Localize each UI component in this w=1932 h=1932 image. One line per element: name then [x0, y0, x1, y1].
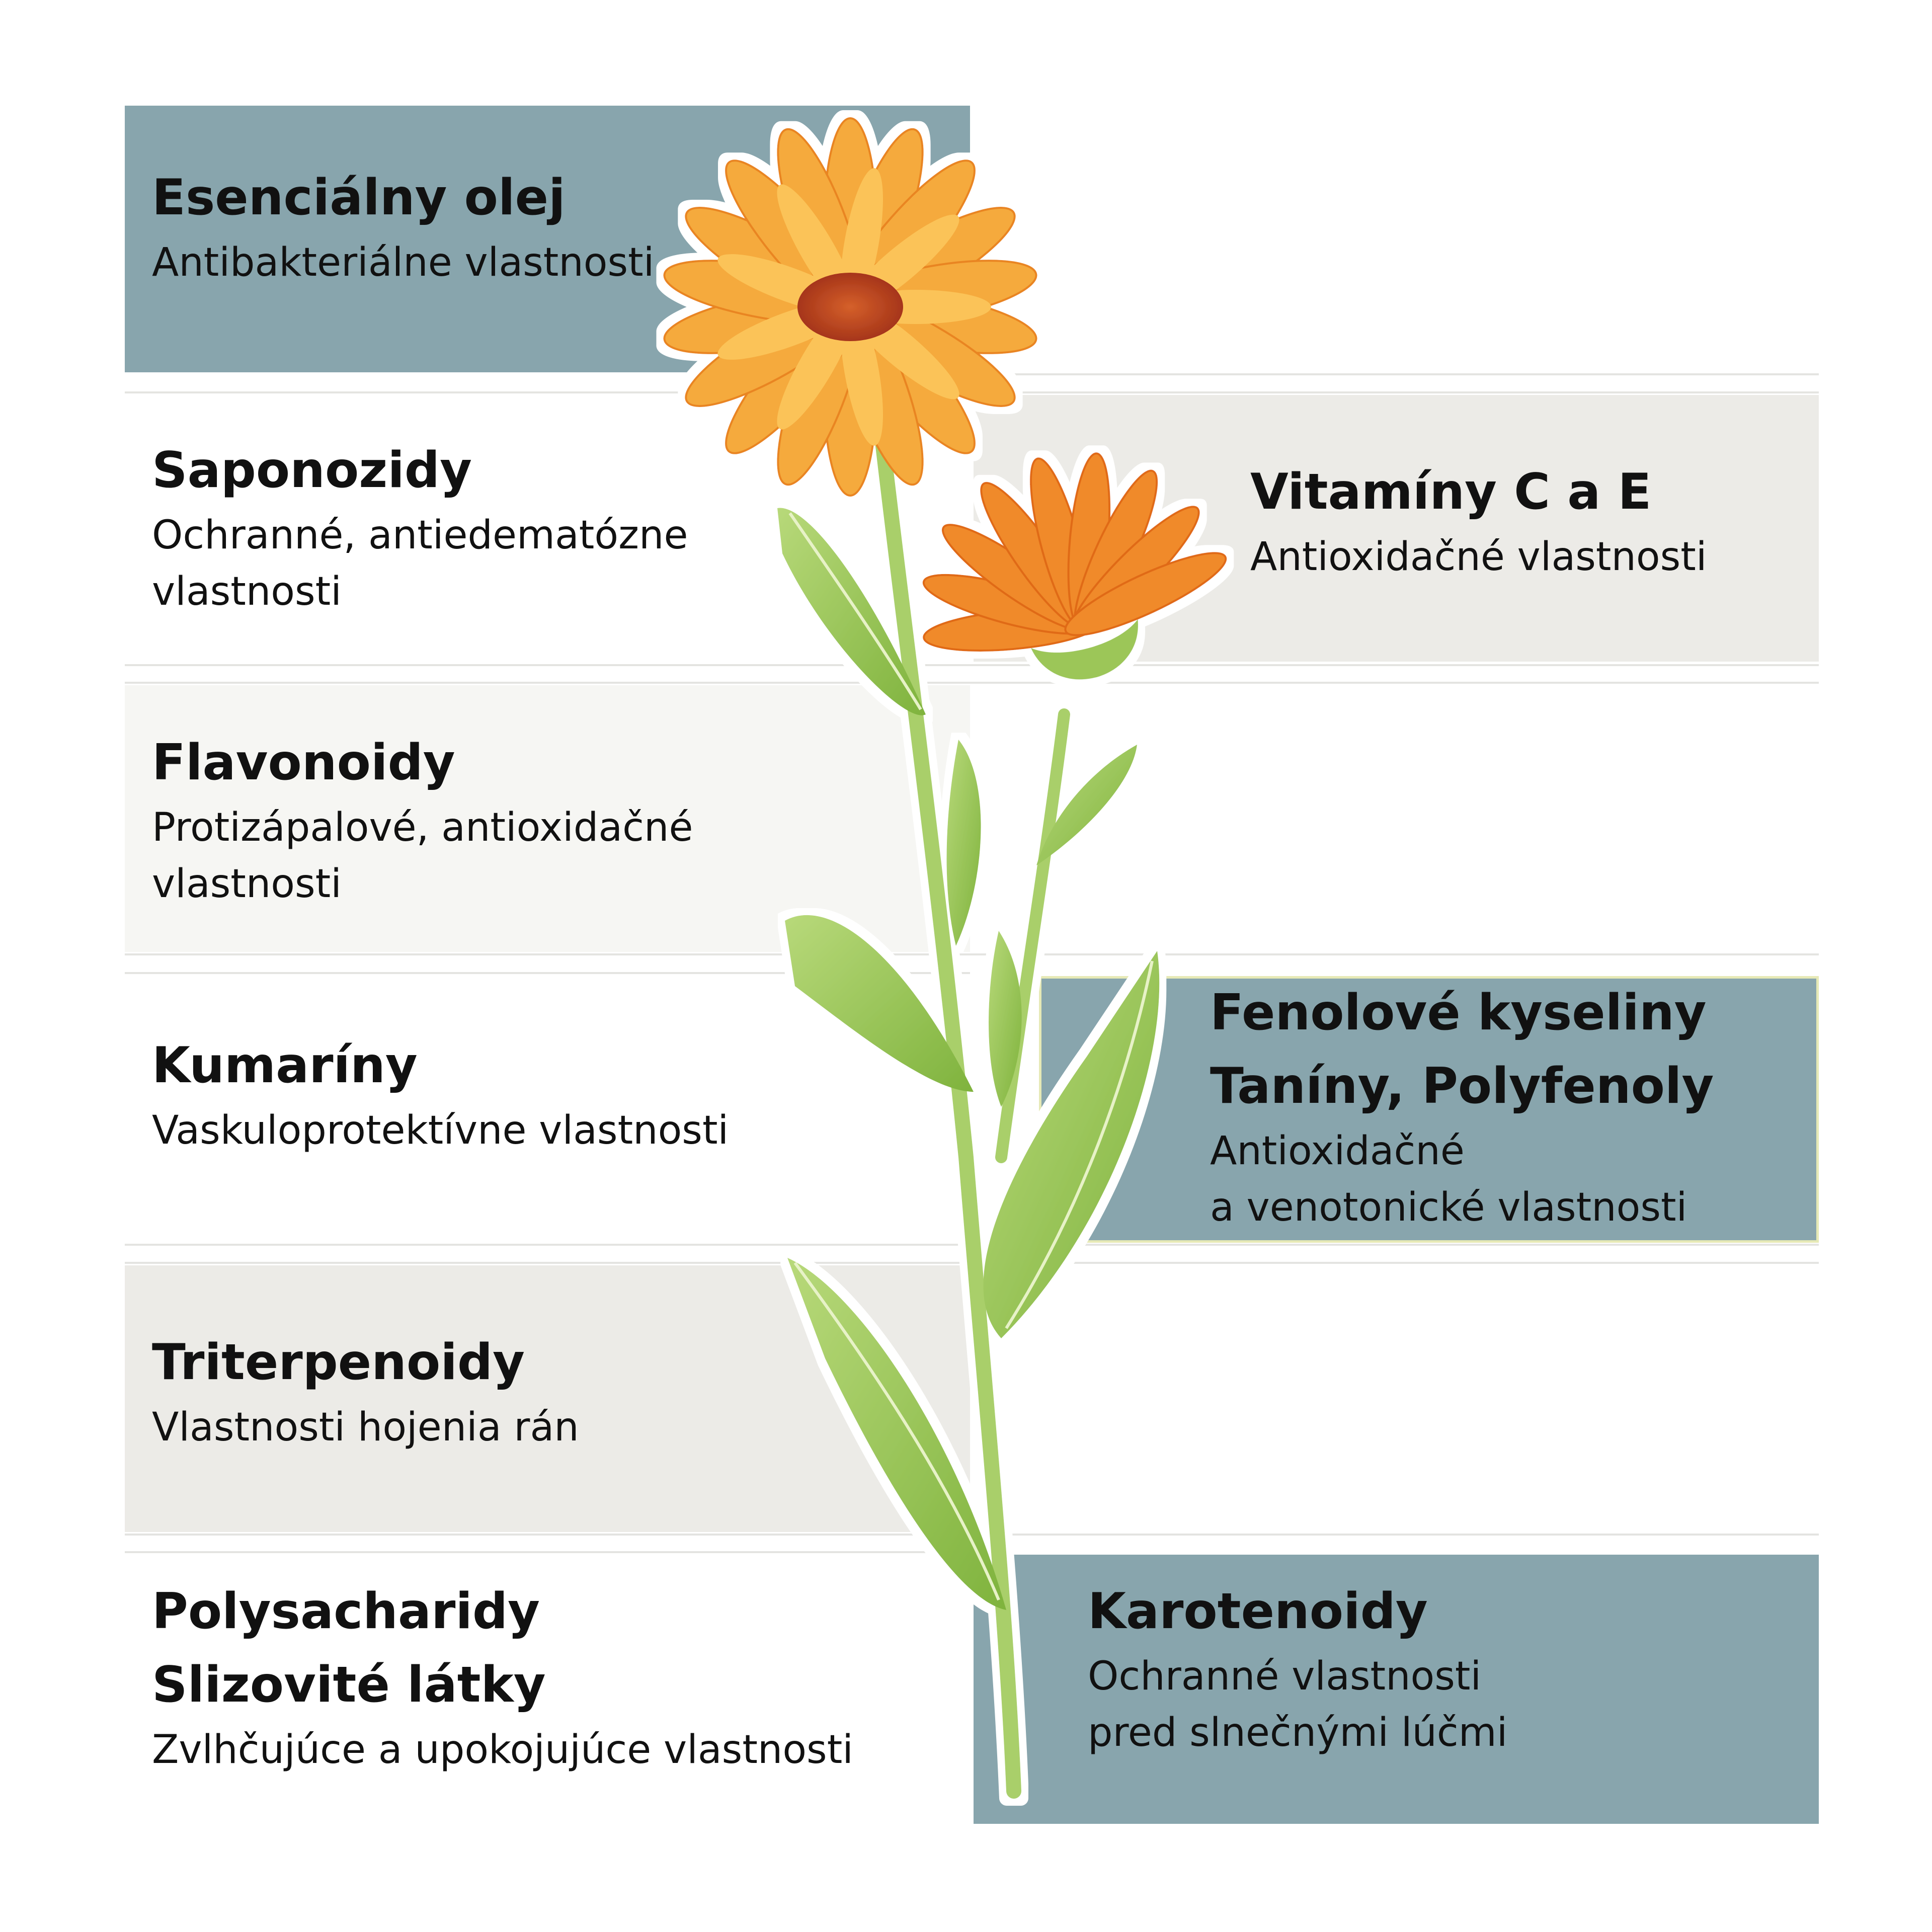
description: a venotonické vlastnosti	[1210, 1185, 1687, 1230]
description: pred slnečnými lúčmi	[1088, 1710, 1508, 1755]
description: Zvlhčujúce a upokojujúce vlastnosti	[152, 1727, 853, 1773]
divider	[125, 682, 1819, 684]
divider	[125, 391, 1819, 393]
divider	[125, 1262, 1819, 1264]
cell-right-empty-3	[974, 1265, 1819, 1532]
description: Antibakteriálne vlastnosti	[152, 240, 655, 285]
cell-right-empty-1	[974, 106, 1819, 372]
divider	[125, 1551, 970, 1553]
divider	[974, 373, 1819, 375]
divider	[125, 972, 970, 974]
description: Protizápalové, antioxidačné	[152, 805, 693, 850]
title: Flavonoidy	[152, 734, 455, 791]
title: Kumaríny	[152, 1037, 418, 1094]
description: Ochranné, antiedematózne	[152, 513, 688, 558]
divider	[125, 1244, 1819, 1246]
divider	[125, 953, 1819, 955]
divider	[125, 1534, 1819, 1536]
title: Vitamíny C a E	[1250, 463, 1652, 521]
description: Vaskuloprotektívne vlastnosti	[152, 1108, 729, 1153]
label-saponozidy	[152, 434, 688, 620]
title: Karotenoidy	[1088, 1583, 1428, 1640]
label-karotenoidy	[1088, 1575, 1507, 1761]
description: vlastnosti	[152, 569, 342, 614]
title: Saponozidy	[152, 442, 472, 499]
description: Antioxidačné vlastnosti	[1250, 534, 1707, 580]
label-kumariny	[152, 1029, 729, 1159]
label-esencialny-olej	[152, 161, 654, 291]
title: Taníny, Polyfenoly	[1210, 1058, 1714, 1115]
label-triterpenoidy	[152, 1326, 579, 1456]
leaf	[989, 931, 1022, 1107]
title: Polysacharidy	[152, 1583, 540, 1640]
divider	[125, 664, 1819, 666]
label-flavonoidy	[152, 726, 693, 912]
title: Triterpenoidy	[152, 1334, 525, 1391]
description: Antioxidačné	[1210, 1129, 1465, 1174]
description: vlastnosti	[152, 861, 342, 907]
label-vitaminy	[1250, 455, 1707, 585]
label-polysacharidy	[152, 1575, 853, 1778]
description: Vlastnosti hojenia rán	[152, 1405, 579, 1450]
label-fenolove	[1210, 976, 1714, 1236]
title: Fenolové kyseliny	[1210, 984, 1707, 1041]
description: Ochranné vlastnosti	[1088, 1654, 1482, 1699]
title: Slizovité látky	[152, 1656, 546, 1714]
title: Esenciálny olej	[152, 169, 566, 226]
cell-right-empty-2	[974, 685, 1819, 952]
